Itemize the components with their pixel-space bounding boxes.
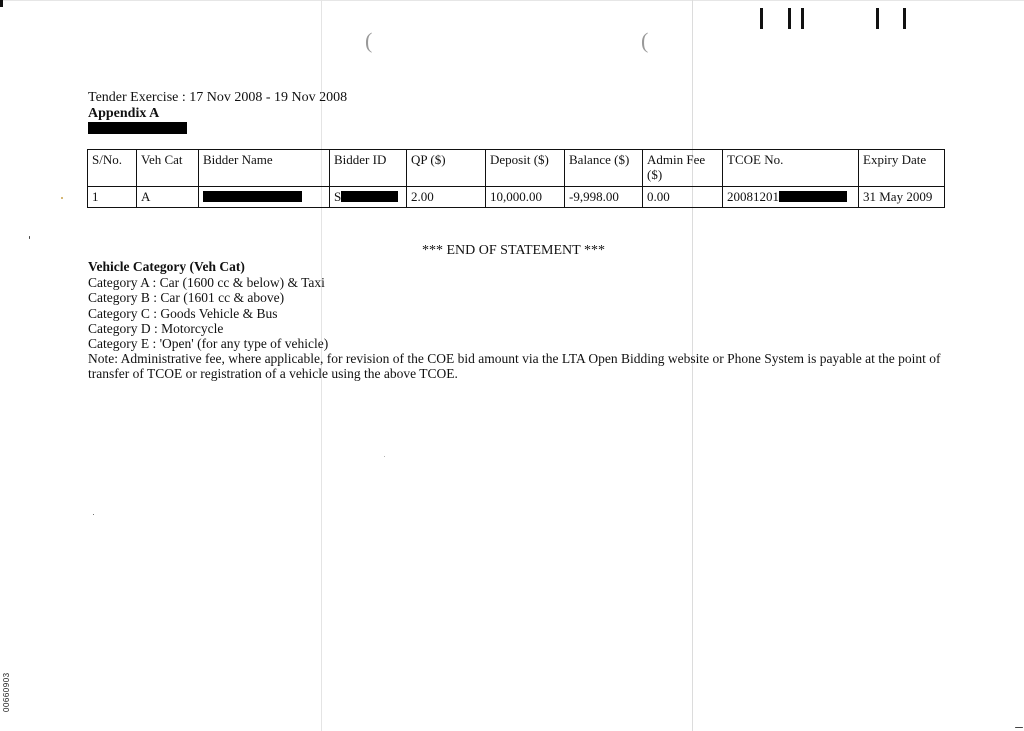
scan-speck [61, 197, 63, 199]
admin-fee-note: Note: Administrative fee, where applicable, for revision of the COE bid amount via the LTA Open Bidding website or Phone System is payable at the point of transfer of TCOE or registration of a vehicle using the above TCOE. [88, 351, 941, 382]
redaction-bar [88, 122, 187, 134]
scan-paren-mark: ( [641, 28, 649, 53]
list-item: Category E : 'Open' (for any type of vehicle) [88, 336, 329, 352]
scan-paren-mark: ( [365, 28, 373, 53]
list-item: Category C : Goods Vehicle & Bus [88, 305, 278, 321]
cell-deposit: 10,000.00 [486, 187, 565, 208]
redacted-bidder-name [203, 191, 302, 202]
cell-sno: 1 [88, 187, 137, 208]
col-header-deposit: Deposit ($) [486, 150, 565, 187]
col-header-expiry-date: Expiry Date [859, 150, 945, 187]
barcode-mark [760, 8, 763, 29]
scan-speck [93, 514, 94, 515]
barcode-mark [903, 8, 906, 29]
bidder-id-prefix: S [334, 189, 342, 204]
redacted-tcoe-number [779, 191, 847, 202]
scan-corner-mark [0, 0, 3, 7]
end-of-statement: *** END OF STATEMENT *** [422, 243, 605, 258]
vehicle-category-heading: Vehicle Category (Veh Cat) [88, 259, 245, 274]
cell-bidder-id [330, 187, 407, 208]
col-header-admin-fee: Admin Fee ($) [643, 150, 723, 187]
list-item: Category D : Motorcycle [88, 320, 224, 336]
bid-statement-table [87, 149, 945, 208]
cell-tcoe-no [723, 187, 859, 208]
col-header-bidder-id: Bidder ID [330, 150, 407, 187]
scan-speck [384, 456, 385, 457]
list-item: Category A : Car (1600 cc & below) & Taxi [88, 275, 325, 290]
vehicle-category-list [88, 275, 328, 351]
cell-expiry-date: 31 May 2009 [859, 187, 945, 208]
table-row [88, 187, 945, 208]
col-header-bidder-name: Bidder Name [199, 150, 330, 187]
barcode-mark [876, 8, 879, 29]
barcode-mark [801, 8, 804, 29]
col-header-sno: S/No. [88, 150, 137, 187]
side-document-code: 00660903 [2, 672, 11, 712]
tender-exercise-title: Tender Exercise : 17 Nov 2008 - 19 Nov 2008 [88, 90, 348, 105]
list-item: Category B : Car (1601 cc & above) [88, 290, 285, 306]
cell-admin-fee: 0.00 [643, 187, 723, 208]
scan-top-edge [0, 0, 1024, 1]
cell-qp: 2.00 [407, 187, 486, 208]
table-header-row [88, 150, 945, 187]
col-header-tcoe-no: TCOE No. [723, 150, 859, 187]
col-header-qp: QP ($) [407, 150, 486, 187]
scan-speck [29, 236, 30, 239]
scan-speck [1015, 727, 1023, 728]
cell-veh-cat: A [137, 187, 199, 208]
appendix-heading: Appendix A [88, 106, 160, 121]
tcoe-prefix: 20081201 [727, 189, 779, 204]
cell-bidder-name [199, 187, 330, 208]
cell-balance: -9,998.00 [565, 187, 643, 208]
col-header-veh-cat: Veh Cat [137, 150, 199, 187]
barcode-mark [788, 8, 791, 29]
redacted-bidder-id [341, 191, 398, 202]
col-header-balance: Balance ($) [565, 150, 643, 187]
